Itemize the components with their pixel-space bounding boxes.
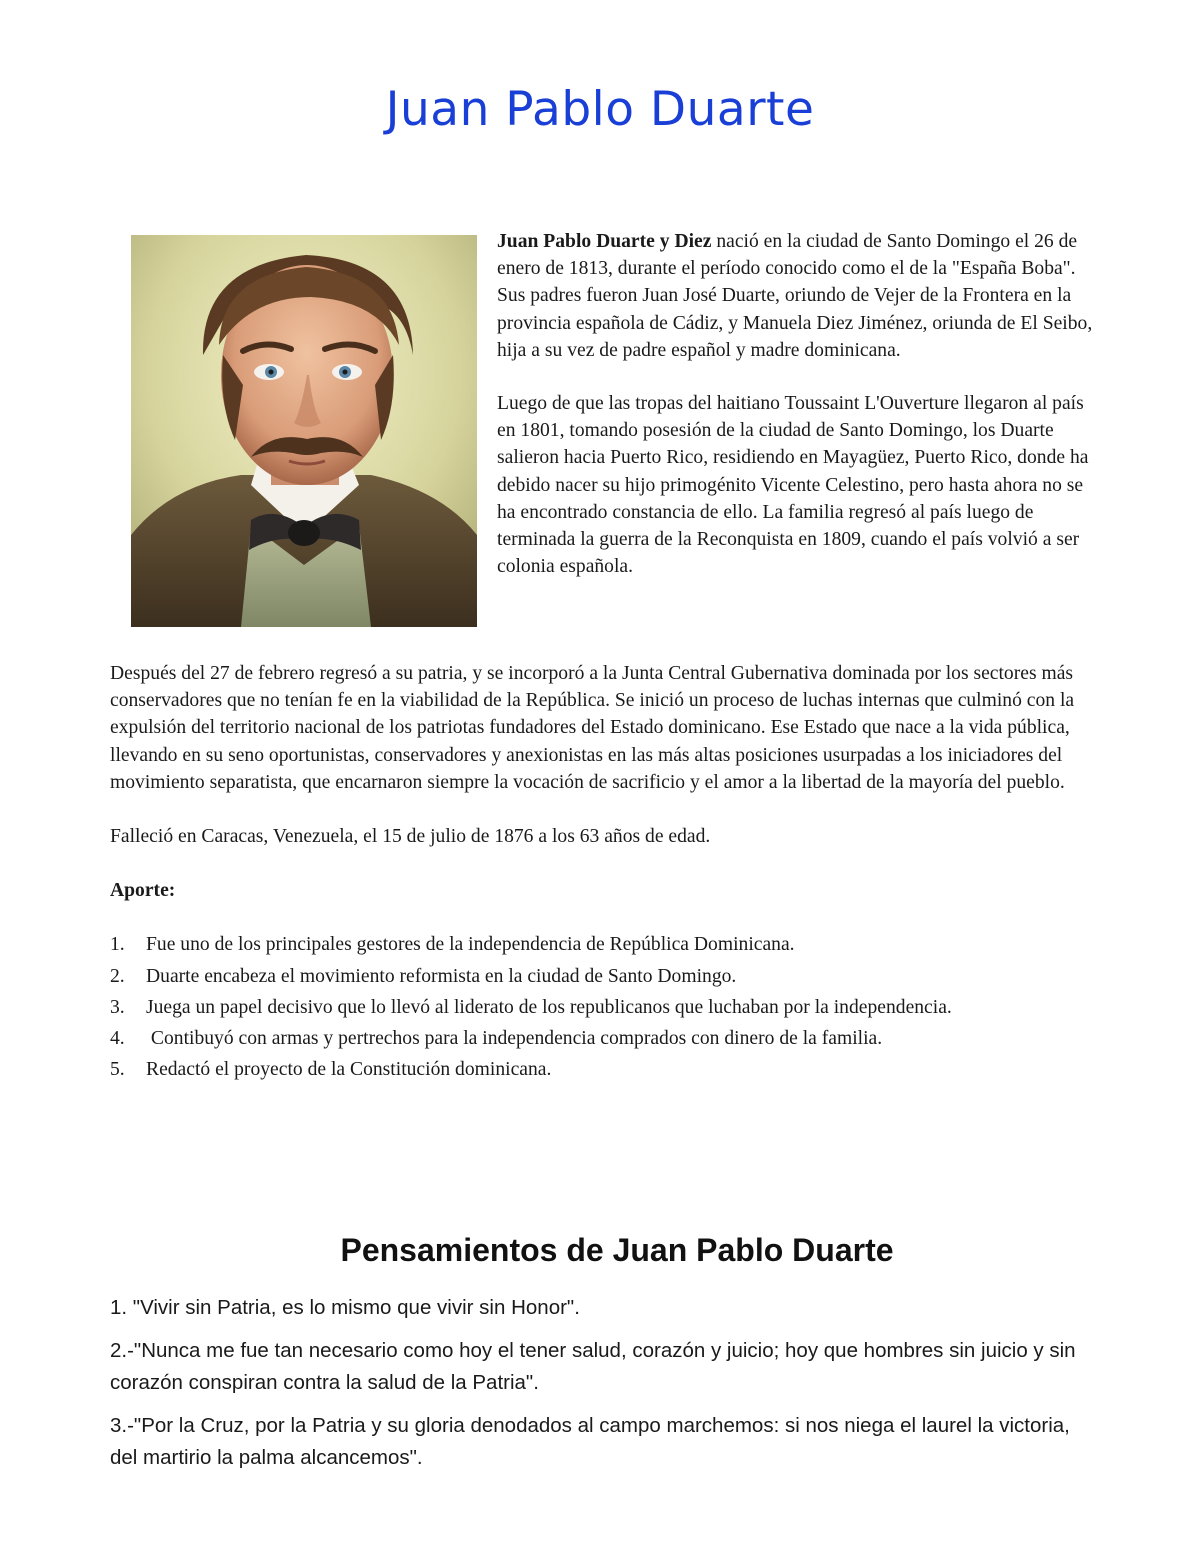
aporte-item (110, 994, 1090, 1021)
aporte-text: Duarte encabeza el movimiento reformista en la ciudad de Santo Domingo. (146, 965, 737, 987)
aporte-number: 2. (110, 965, 125, 987)
aporte-text: Contibuyó con armas y pertrechos para la independencia comprados con dinero de la familia. (146, 1028, 883, 1050)
aporte-item (110, 963, 1090, 990)
aporte-text: Redactó el proyecto de la Constitución dominicana. (146, 1059, 552, 1081)
body-text (110, 660, 1090, 1087)
quote-item: 1. "Vivir sin Patria, es lo mismo que vivir sin Honor". (110, 1296, 580, 1319)
aporte-number: 5. (110, 1059, 125, 1081)
body-paragraph-return: Después del 27 de febrero regresó a su patria, y se incorporó a la Junta Central Gubernativa dominada por los sectores más conservadores que no tenían fe en la viabilidad de la República. Se inició un proceso de luchas internas que culminó con la expulsión del territorio nacional de los patriotas fundadores del Estado dominicano. Ese Estado que nace a la vida pública, llevando en su seno oportunistas, conservadores y anexionistas en las más altas posiciones usurpadas a los iniciadores del movimiento separatista, que encarnaron siempre la vocación de sacrificio y el amor a la libertad de la mayoría del pueblo. (110, 663, 1075, 793)
intro-paragraph-1 (497, 228, 1097, 364)
aporte-item (110, 1025, 1090, 1052)
intro-text (497, 228, 1097, 606)
subject-name: Juan Pablo Duarte y Diez (497, 231, 712, 252)
aporte-item (110, 1056, 1090, 1083)
page-title: Juan Pablo Duarte (385, 82, 815, 137)
intro-paragraph-1-text: nació en la ciudad de Santo Domingo el 26 de enero de 1813, durante el período conocido como el de la "España Boba". Sus padres fueron Juan José Duarte, oriundo de Vejer de la Frontera en la provincia española de Cádiz, y Manuela Diez Jiménez, oriunda de El Seibo, hija a su vez de padre español y madre dominicana. (497, 231, 1093, 361)
aporte-heading: Aporte: (110, 880, 176, 902)
aporte-number: 4. (110, 1028, 125, 1050)
pensamientos-list (110, 1292, 1090, 1485)
aporte-item (110, 931, 1090, 958)
body-paragraph-death: Falleció en Caracas, Venezuela, el 15 de julio de 1876 a los 63 años de edad. (110, 826, 711, 848)
aporte-text: Fue uno de los principales gestores de la independencia de República Dominicana. (146, 934, 795, 956)
aporte-number: 3. (110, 996, 125, 1018)
aporte-number: 1. (110, 934, 125, 956)
pensamientos-title: Pensamientos de Juan Pablo Duarte (340, 1232, 894, 1268)
aporte-list (110, 931, 1090, 1083)
intro-paragraph-2: Luego de que las tropas del haitiano Toussaint L'Ouverture llegaron al país en 1801, tomando posesión de la ciudad de Santo Domingo, los Duarte salieron hacia Puerto Rico, residiendo en Mayagüez, Puerto Rico, donde ha debido nacer su hijo primogénito Vicente Celestino, pero hasta ahora no se ha encontrado constancia de ello. La familia regresó al país luego de terminada la guerra de la Reconquista en 1809, cuando el país volvió a ser colonia española. (497, 393, 1089, 578)
portrait-illustration (131, 235, 477, 627)
quote-item: 3.-"Por la Cruz, por la Patria y su gloria denodados al campo marchemos: si nos niega el laurel la victoria, del martirio la palma alcancemos". (110, 1414, 1070, 1469)
quote-item: 2.-"Nunca me fue tan necesario como hoy el tener salud, corazón y juicio; hoy que hombres sin juicio y sin corazón conspiran contra la salud de la Patria". (110, 1339, 1076, 1394)
portrait-image (131, 235, 477, 627)
aporte-text: Juega un papel decisivo que lo llevó al liderato de los republicanos que luchaban por la independencia. (146, 996, 952, 1018)
